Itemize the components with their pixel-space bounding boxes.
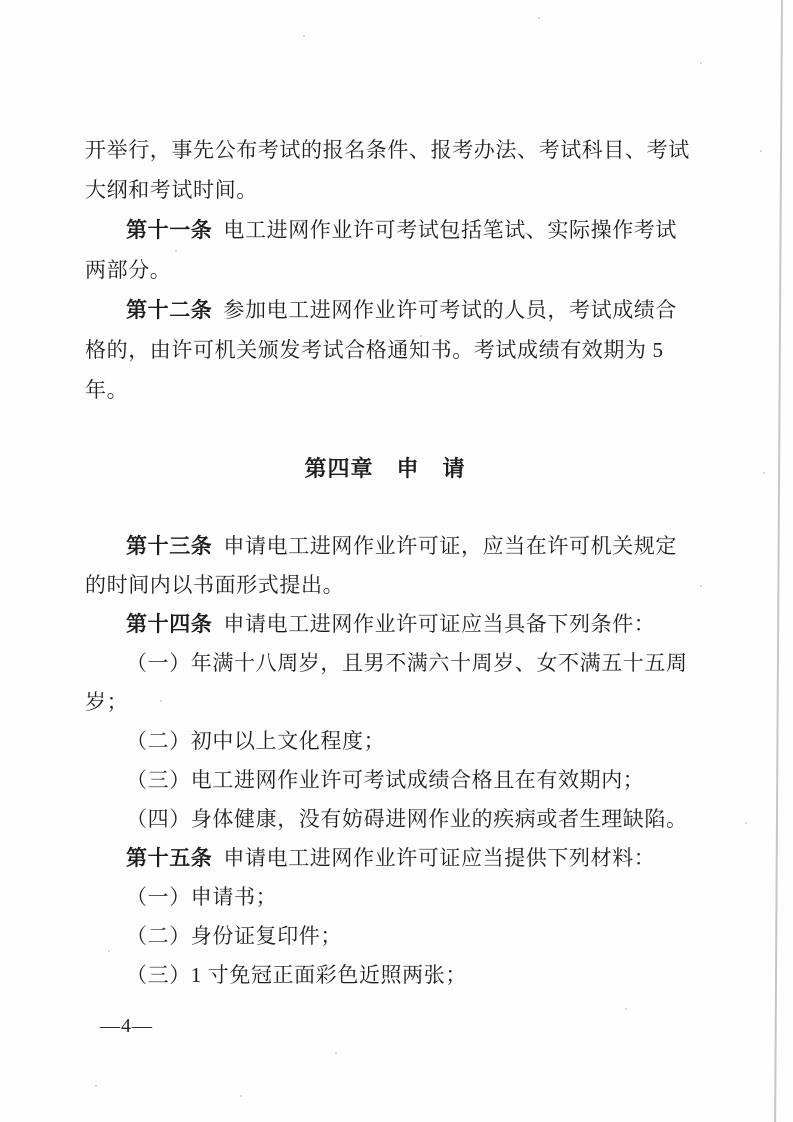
scan-edge-line [774,0,783,1122]
scan-speck [763,472,765,474]
text-line [85,250,685,290]
scan-speck [95,1085,97,1087]
page-number: —4— [100,1015,153,1037]
text-line [85,683,685,722]
body-text: （一）年满十八周岁，且男不满六十周岁、女不满五十五周 [126,651,688,675]
body-text: 申请电工进网作业许可证，应当在许可机关规定 [223,534,678,558]
text-line [85,130,690,170]
text-line-article-15 [85,839,685,878]
article-number: 第十三条 [126,534,213,558]
text-line-item-1 [85,644,688,683]
body-text: 开举行，事先公布考试的报名条件、报考办法、考试科目、考试 [85,138,690,162]
scan-speck [538,17,540,19]
text-line-item-1 [85,878,685,917]
article-number: 第十二条 [126,298,213,322]
article-number: 第十一条 [126,218,213,242]
body-text: 岁； [85,690,129,714]
text-line-item-2 [85,722,685,761]
body-text: （三）1 寸免冠正面彩色近照两张； [126,963,467,987]
scan-speck [760,150,762,152]
body-text: （三）电工进网作业许可考试成绩合格且在有效期内； [126,768,645,792]
text-line-article-14 [85,605,685,644]
text-line [85,370,685,410]
text-line-article-12 [85,290,685,330]
article-number: 第十四条 [126,612,213,636]
body-text: （四）身体健康，没有妨碍进网作业的疾病或者生理缺陷。 [126,807,688,831]
text-line-item-3 [85,956,685,995]
text-line-item-4 [85,800,688,839]
body-text: 大纲和考试时间。 [85,178,258,202]
body-text: 年。 [85,378,129,402]
text-line-item-2 [85,917,685,956]
scan-speck [240,1095,242,1097]
text-line-article-13 [85,527,685,566]
section-chapter4-application [85,527,688,995]
scan-speck [745,822,747,824]
scan-speck [335,1052,337,1054]
scan-speck [625,1008,627,1010]
body-text: （二）身份证复印件； [126,924,342,948]
body-text: 申请电工进网作业许可证应当具备下列条件： [223,612,656,636]
text-line [85,170,685,210]
text-line-article-11 [85,210,685,250]
body-text: 两部分。 [85,258,172,282]
body-text: 的时间内以书面形式提出。 [85,573,345,597]
scan-speck [700,585,702,587]
text-line [85,330,685,370]
body-text: 电工进网作业许可考试包括笔试、实际操作考试 [223,218,678,242]
scan-speck [303,35,305,37]
body-text: （一）申请书； [126,885,278,909]
scan-speck [700,62,702,64]
body-text: 参加电工进网作业许可考试的人员，考试成绩合 [223,298,678,322]
text-line-item-3 [85,761,685,800]
body-text: 格的，由许可机关颁发考试合格通知书。考试成绩有效期为 5 [85,338,664,362]
body-text: 申请电工进网作业许可证应当提供下列材料： [223,846,656,870]
article-number: 第十五条 [126,846,213,870]
document-content [85,130,690,995]
section-exam-articles [85,130,690,410]
chapter-heading: 第四章 申 请 [304,456,466,481]
text-line [85,566,685,605]
body-text: （二）初中以上文化程度； [126,729,386,753]
